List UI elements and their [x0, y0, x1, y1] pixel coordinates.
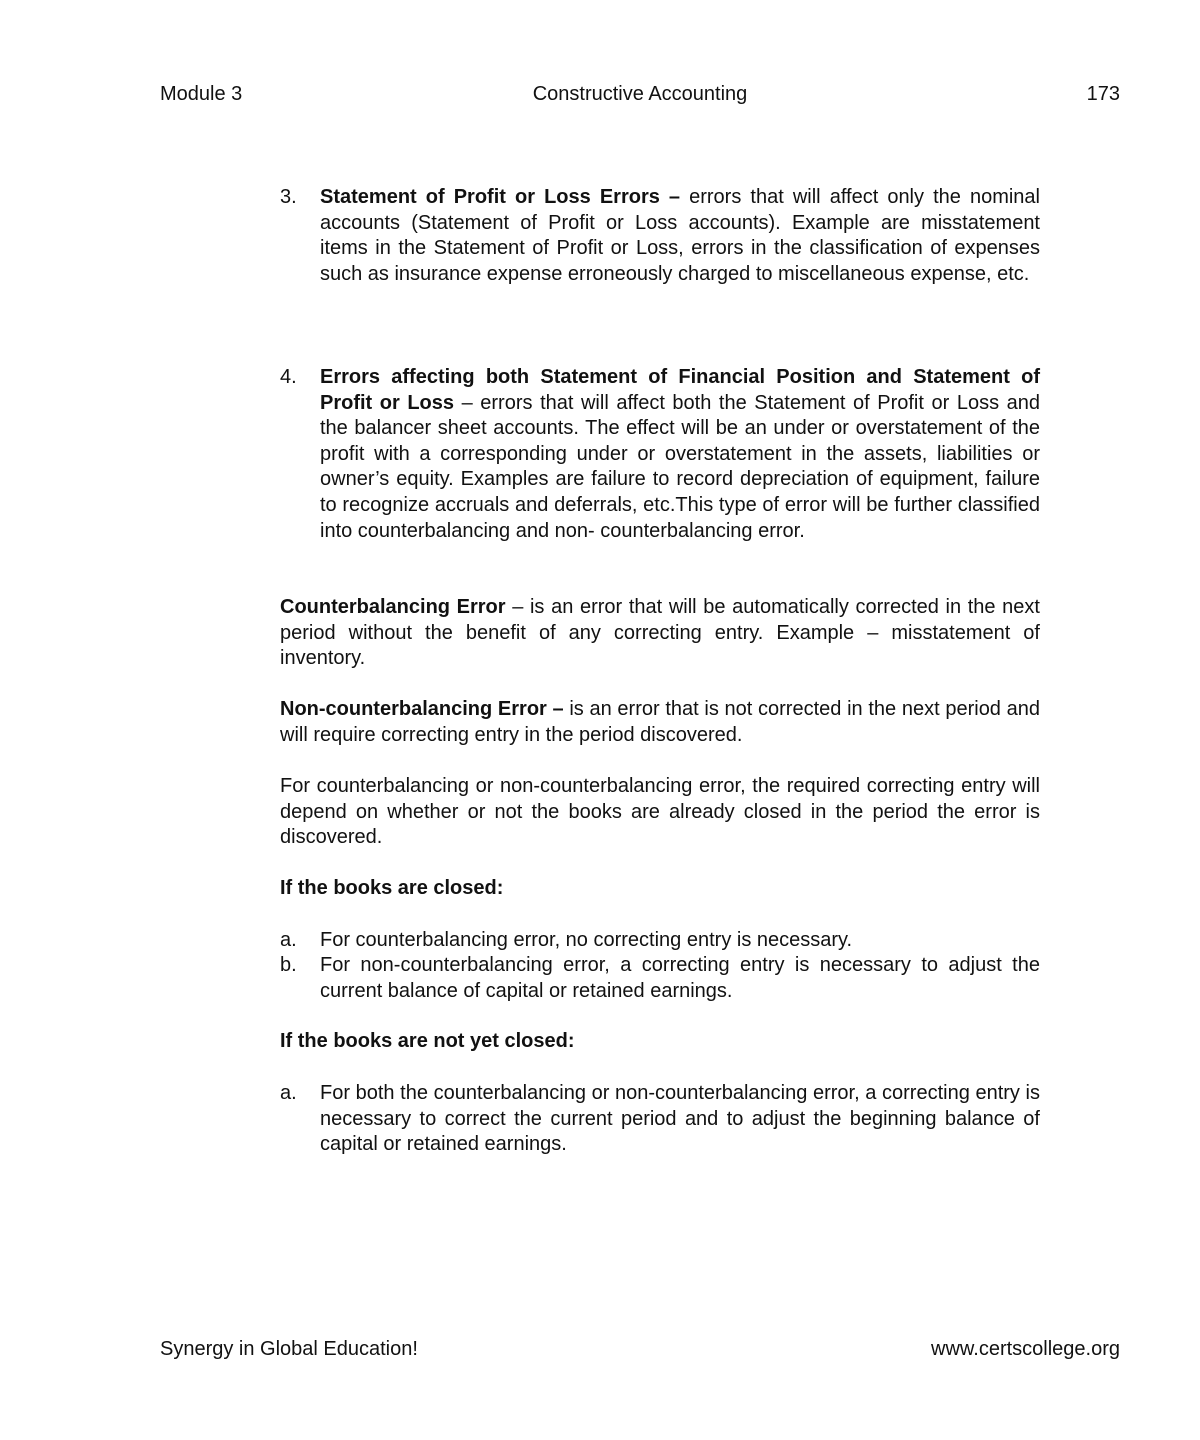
item-title: Errors affecting both Statement of Financial Position and Statement of Profit or Loss: [320, 366, 1040, 414]
books-not-closed-item-a: [280, 1081, 1040, 1158]
list-marker: 4.: [280, 366, 297, 388]
footer-website: www.certscollege.org: [931, 1338, 1120, 1360]
item-text: – errors that will affect both the Statement of Profit or Loss and the balancer sheet accounts. The effect will be an under or overstatement of the profit with a corresponding under or overstatement in the assets, liabilities or owner’s equity. Examples are failure to record depreciation of equipment, failure to recognize accruals and deferrals, etc.This type of error will be further classified into counterbalancing and non- counterbalancing error.: [320, 391, 1041, 542]
books-not-closed-heading: If the books are not yet closed:: [280, 1030, 575, 1052]
list-marker: 3.: [280, 186, 297, 208]
counterbalancing-paragraph: [280, 595, 1040, 672]
list-item-content: For non-counterbalancing error, a correcting entry is necessary to adjust the current balance of capital or retained earnings.: [320, 954, 1040, 1002]
list-item-content: [320, 365, 1040, 544]
paragraph-text: – is an error that will be automatically corrected in the next period without the benefit of any correcting entry. Example – misstatement of inventory.: [280, 596, 1040, 670]
page-number: 173: [1086, 83, 1120, 105]
non-counterbalancing-paragraph: [280, 697, 1040, 748]
list-marker: a.: [280, 929, 297, 951]
books-closed-item-b: [280, 953, 1040, 1004]
item-text: errors that will affect only the nominal accounts (Statement of Profit or Loss accounts). Example are misstatement items in the Statement of Profit or Loss, errors in the classification of expenses such as insurance expense erroneously charged to miscellaneous expense, etc.: [320, 186, 1040, 285]
paragraph-title: Counterbalancing Error: [280, 596, 506, 618]
item-title: Statement of Profit or Loss Errors –: [320, 186, 681, 208]
list-item-content: For both the counterbalancing or non-counterbalancing error, a correcting entry is necessary to correct the current period and to adjust the beginning balance of capital or retained earnings.: [320, 1082, 1040, 1156]
list-item-content: [320, 185, 1040, 287]
list-marker: a.: [280, 1082, 297, 1104]
list-item-content: For counterbalancing error, no correcting entry is necessary.: [320, 929, 853, 951]
header-module: Module 3: [160, 83, 243, 105]
books-closed-heading: If the books are closed:: [280, 877, 504, 899]
list-marker: b.: [280, 954, 297, 976]
list-item-3: [280, 185, 1040, 287]
paragraph-title: Non-counterbalancing Error –: [280, 698, 564, 720]
paragraph-text: is an error that is not corrected in the next period and will require correcting entry in the period discovered.: [280, 698, 1040, 746]
list-item-4: [280, 365, 1040, 544]
footer-tagline: Synergy in Global Education!: [160, 1338, 418, 1360]
header-title: Constructive Accounting: [532, 83, 748, 105]
books-closed-item-a: [280, 928, 1040, 954]
required-entry-paragraph: For counterbalancing or non-counterbalancing error, the required correcting entry will depend on whether or not the books are already closed in the period the error is discovered.: [280, 775, 1040, 849]
